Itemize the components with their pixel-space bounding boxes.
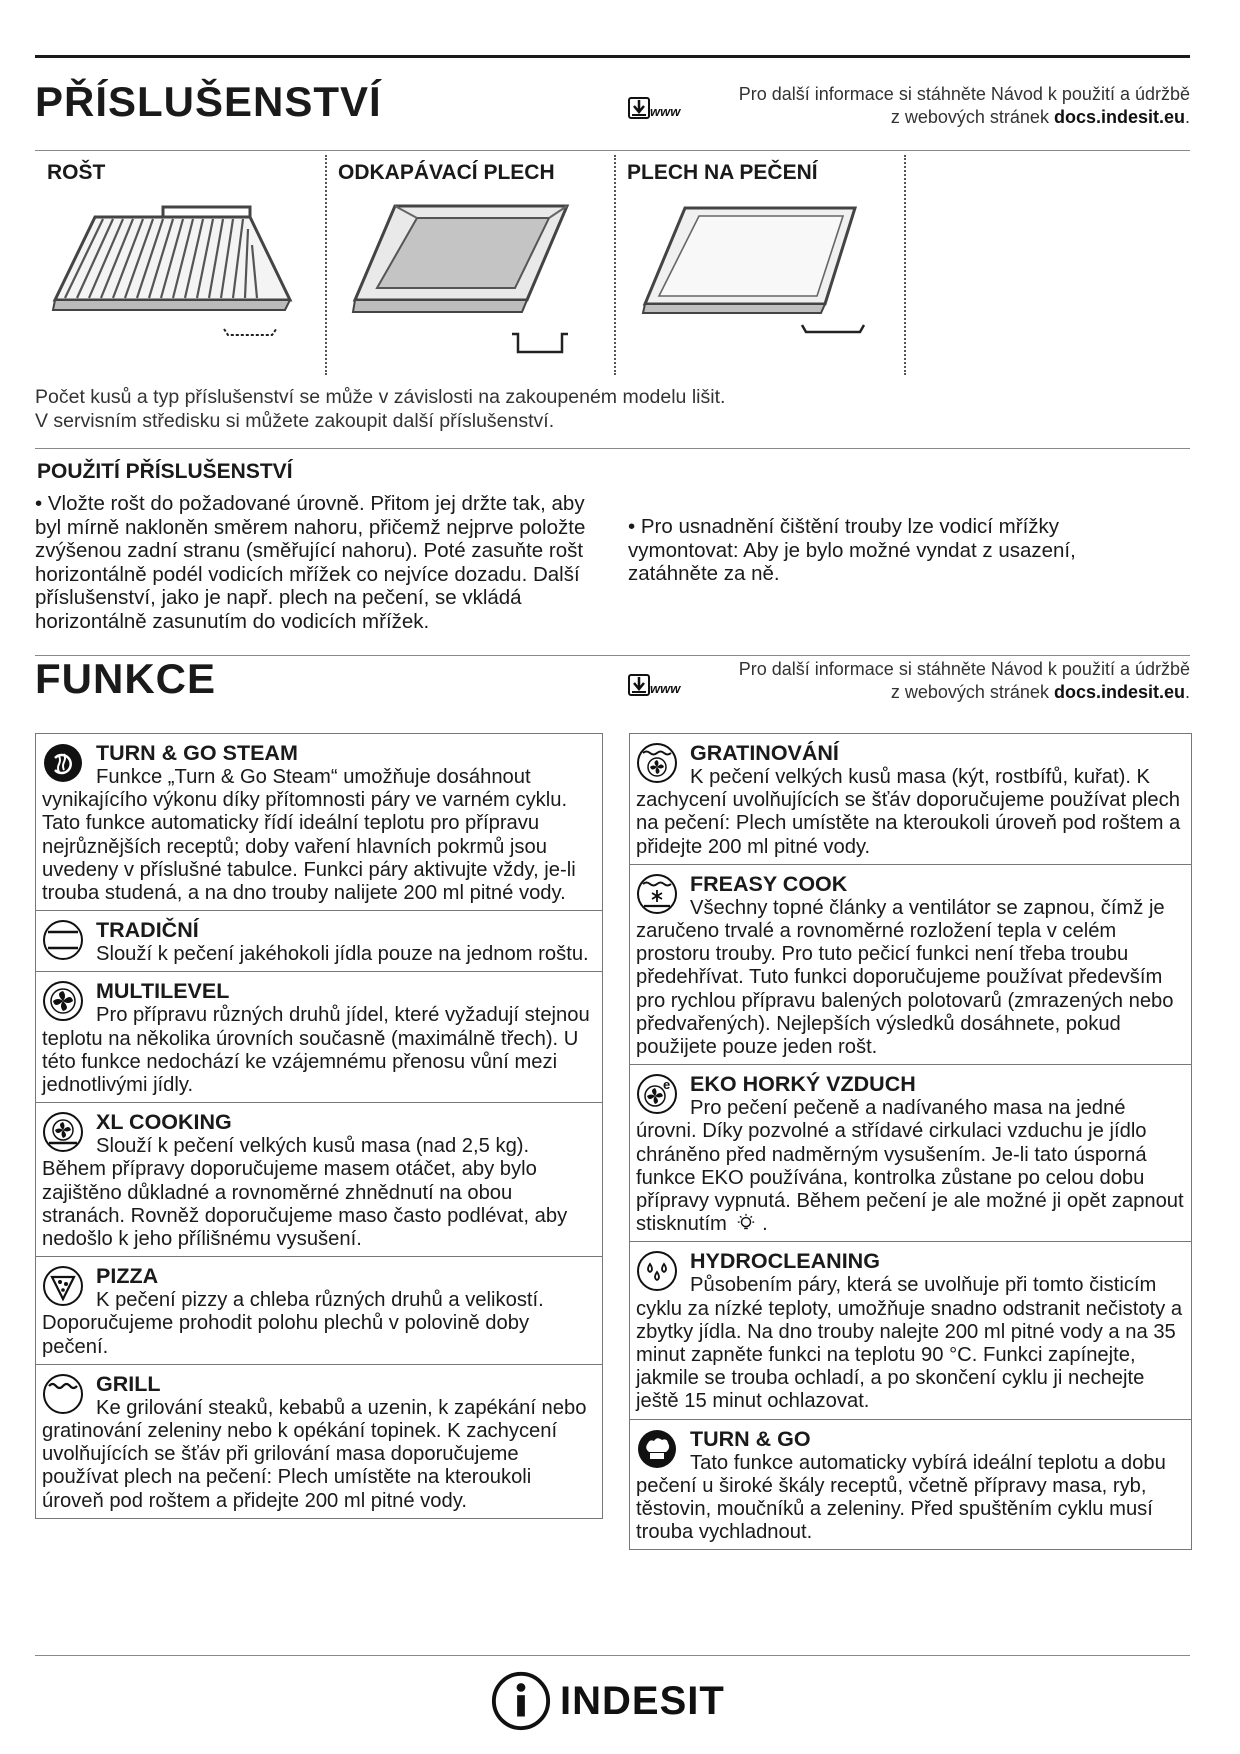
accessory-label-rack: ROŠT [47, 161, 106, 184]
function-text: Slouží k pečení jakéhokoli jídla pouze na jednom roštu. [96, 943, 589, 966]
drip-tray-profile-icon [510, 332, 570, 356]
docs-link[interactable]: docs.indesit.eu [1053, 107, 1185, 127]
function-text: Slouží k pečení velkých kusů masa (nad 2,5 kg). Během přípravy doporučujeme masem otáčet, aby bylo zajištěno důkladné a rovnoměrné zhnědnutí na obou stranách. Rovněž doporučujeme maso často podlévat, aby nedošlo k jeho přílišnému vysušení. [42, 1135, 568, 1251]
function-title: PIZZA [96, 1264, 159, 1289]
divider [904, 155, 906, 375]
function-text: K pečení pizzy a chleba různých druhů a velikostí. Doporučujeme prohodit polohu plechů v polovině doby pečení. [42, 1289, 544, 1358]
fan-bottom-heat-icon [42, 1111, 84, 1153]
brand-name: INDESIT [560, 1678, 725, 1723]
baking-tray-profile-icon [800, 322, 866, 338]
function-text-tail: . [762, 1213, 768, 1236]
function-text: Pro přípravu různých druhů jídel, které vyžadují stejnou teplotu na několika úrovních současně (maximálně třech). U této funkce nedochází ke vzájemnému přenosu vůní mezi jednotlivými jídly. [42, 1004, 590, 1097]
hydrocleaning-icon [636, 1250, 678, 1292]
fan-icon [42, 980, 84, 1022]
function-turn-and-go-steam [36, 734, 602, 910]
eco-fan-icon [636, 1073, 678, 1115]
function-title: MULTILEVEL [96, 979, 230, 1004]
wire-shelf-icon [45, 205, 305, 345]
function-title: GRILL [96, 1371, 161, 1396]
top-rule [35, 55, 1190, 58]
footer-rule [35, 1655, 1190, 1656]
function-gratin [630, 734, 1191, 864]
function-text: Všechny topné články a ventilátor se zapnou, čímž je zaručeno trvalé a rovnoměrné rozložení tepla v celém prostoru trouby. Pro tuto pečicí funkci není třeba troubu předehřívat. Tuto funkci doporučujeme používat především pro rychlou přípravu balených polotovarů (zmrazených nebo předvařených). Nejlepších výsledků dosáhnete, pokud použijete pouze jeden rošt. [636, 896, 1174, 1059]
functions-title: FUNKCE [35, 655, 216, 702]
function-title: FREASY COOK [690, 871, 848, 896]
indesit-logo [490, 1668, 725, 1734]
download-www-icon [628, 672, 688, 702]
function-title: TRADIČNÍ [96, 918, 199, 943]
svg-text:www: www [650, 104, 681, 119]
function-text: K pečení velkých kusů masa (kýt, rostbífů, kuřat). K zachycení uvolňujících se šťáv doporučujeme používat plech na pečení: Plech umístěte na kteroukoli úroveň pod roštem a přidejte 200 ml pitné vody. [636, 766, 1181, 858]
usage-right-text: • Pro usnadnění čištění trouby lze vodicí mřížky vymontovat: Aby je bylo možné vyndat z usazení, zatáhněte za ně. [628, 515, 1076, 585]
usage-title: POUŽITÍ PŘÍSLUŠENSTVÍ [37, 460, 293, 483]
turn-and-go-steam-icon [42, 742, 84, 784]
function-title: TURN & GO [690, 1426, 811, 1451]
function-text: Pro pečení pečeně a nadívaného masa na jedné úrovni. Díky pozvolné a střídavé cirkulaci vzduchu je jídlo chráněno před nadměrným vysušením. Je-li tato úsporná funkce EKO používána, kontrolka zůstane po celou dobu přípravy vypnutá. Během pečení je ale možné ji opět zapnout stisknutím [636, 1097, 1184, 1236]
download-info: Pro další informace si stáhněte Návod k použití a údržbě z webových stránek docs.indesit.eu. [738, 84, 1190, 127]
accessories-rule [35, 150, 1190, 151]
function-title: EKO HORKÝ VZDUCH [690, 1072, 916, 1097]
indesit-logo-icon [490, 1670, 552, 1732]
function-xl-cooking [36, 1102, 602, 1256]
function-title: XL COOKING [96, 1110, 232, 1135]
download-www-icon [628, 95, 688, 125]
function-text: Tato funkce automaticky vybírá ideální teplotu a dobu pečení u široké škály receptů, včetně přípravy masa, ryb, těstovin, moučníků a zeleniny. Před spuštěním cyklu musí trouba vychladnout. [636, 1451, 1166, 1544]
download-info-prefix: z webových stránek [890, 107, 1054, 127]
baking-tray-icon [625, 200, 885, 340]
download-info-prefix: z webových stránek [890, 682, 1054, 702]
svg-text:e: e [663, 1077, 671, 1093]
download-info: Pro další informace si stáhněte Návod k použití a údržbě z webových stránek docs.indesit.eu. [738, 659, 1190, 702]
drip-tray-icon [337, 200, 597, 340]
grill-fan-icon [636, 742, 678, 784]
function-grill [36, 1364, 602, 1518]
accessories-note-line1: Počet kusů a typ příslušenství se může v závislosti na zakoupeném modelu lišit. [35, 386, 726, 408]
function-title: GRATINOVÁNÍ [690, 741, 839, 765]
function-text: Ke grilování steaků, kebabů a uzenin, k zapékání nebo gratinování zeleniny nebo k opékání topinek. K zachycení uvolňujících se šťáv při grilování masa doporučujeme používat plech na pečení: Plech umístěte na kteroukoli úroveň pod roštem a přidejte 200 ml pitné vody. [42, 1396, 587, 1512]
light-bulb-icon [736, 1213, 756, 1233]
grill-icon [42, 1373, 84, 1415]
usage-rule [35, 448, 1190, 449]
accessories-note [35, 385, 725, 433]
function-pizza [36, 1256, 602, 1364]
function-hydrocleaning [630, 1241, 1191, 1418]
download-info-line1: Pro další informace si stáhněte Návod k použití a údržbě [738, 84, 1190, 104]
divider [614, 155, 616, 375]
usage-left-text: • Vložte rošt do požadované úrovně. Přitom jej držte tak, aby byl mírně nakloněn směrem nahoru, přičemž nejprve položte zvýšenou zadní stranu (směřující nahoru). Poté zasuňte rošt horizontálně podél vodicích mřížek co nejvíce dozadu. Další příslušenství, jako je např. plech na pečení, se vkládá horizontálně zasunutím do vodicích mřížek. [35, 492, 586, 633]
functions-right-column [629, 733, 1192, 1550]
function-title: TURN & GO STEAM [96, 741, 298, 765]
function-freasy-cook [630, 864, 1191, 1064]
conventional-heat-icon [42, 919, 84, 961]
svg-text:www: www [650, 681, 681, 696]
function-text: Funkce „Turn & Go Steam“ umožňuje dosáhnout vynikajícího výkonu díky přítomnosti páry ve varném cyklu. Tato funkce automaticky řídí ideální teplotu pro přípravu nejrůznějších receptů; doby vaření hlavních pokrmů jsou uvedeny v příslušné tabulce. Funkci páry aktivujte vždy, je-li trouba studená, a na dno trouby nalijete 200 ml pitné vody. [42, 766, 576, 905]
chef-hat-icon [636, 1428, 678, 1470]
accessories-note-line2: V servisním středisku si můžete zakoupit další příslušenství. [35, 410, 555, 432]
pizza-icon [42, 1265, 84, 1307]
function-eco-fan [630, 1064, 1191, 1241]
function-traditional [36, 910, 602, 971]
divider [325, 155, 327, 375]
functions-left-column [35, 733, 603, 1519]
freasy-cook-icon [636, 873, 678, 915]
function-multilevel [36, 971, 602, 1102]
accessories-title: PŘÍSLUŠENSTVÍ [35, 78, 382, 125]
rack-profile-icon [222, 325, 282, 339]
docs-link[interactable]: docs.indesit.eu [1053, 682, 1185, 702]
function-turn-and-go [630, 1419, 1191, 1550]
function-text: Působením páry, která se uvolňuje při tomto čisticím cyklu za nízké teploty, umožňuje snadno odstranit nečistoty a zbytky jídla. Na dno trouby nalejte 200 ml pitné vody a na 35 minut zapněte funkci na teplotu 90 °C. Funkci zapínejte, jakmile se trouba ochladí, a po skončení cyklu ji nechejte ještě 15 minut ochlazovat. [636, 1274, 1183, 1413]
function-title: HYDROCLEANING [690, 1249, 880, 1274]
download-info-line1: Pro další informace si stáhněte Návod k použití a údržbě [738, 659, 1190, 679]
accessory-label-baking-tray: PLECH NA PEČENÍ [627, 161, 818, 184]
accessory-label-drip-tray: ODKAPÁVACÍ PLECH [338, 161, 555, 184]
